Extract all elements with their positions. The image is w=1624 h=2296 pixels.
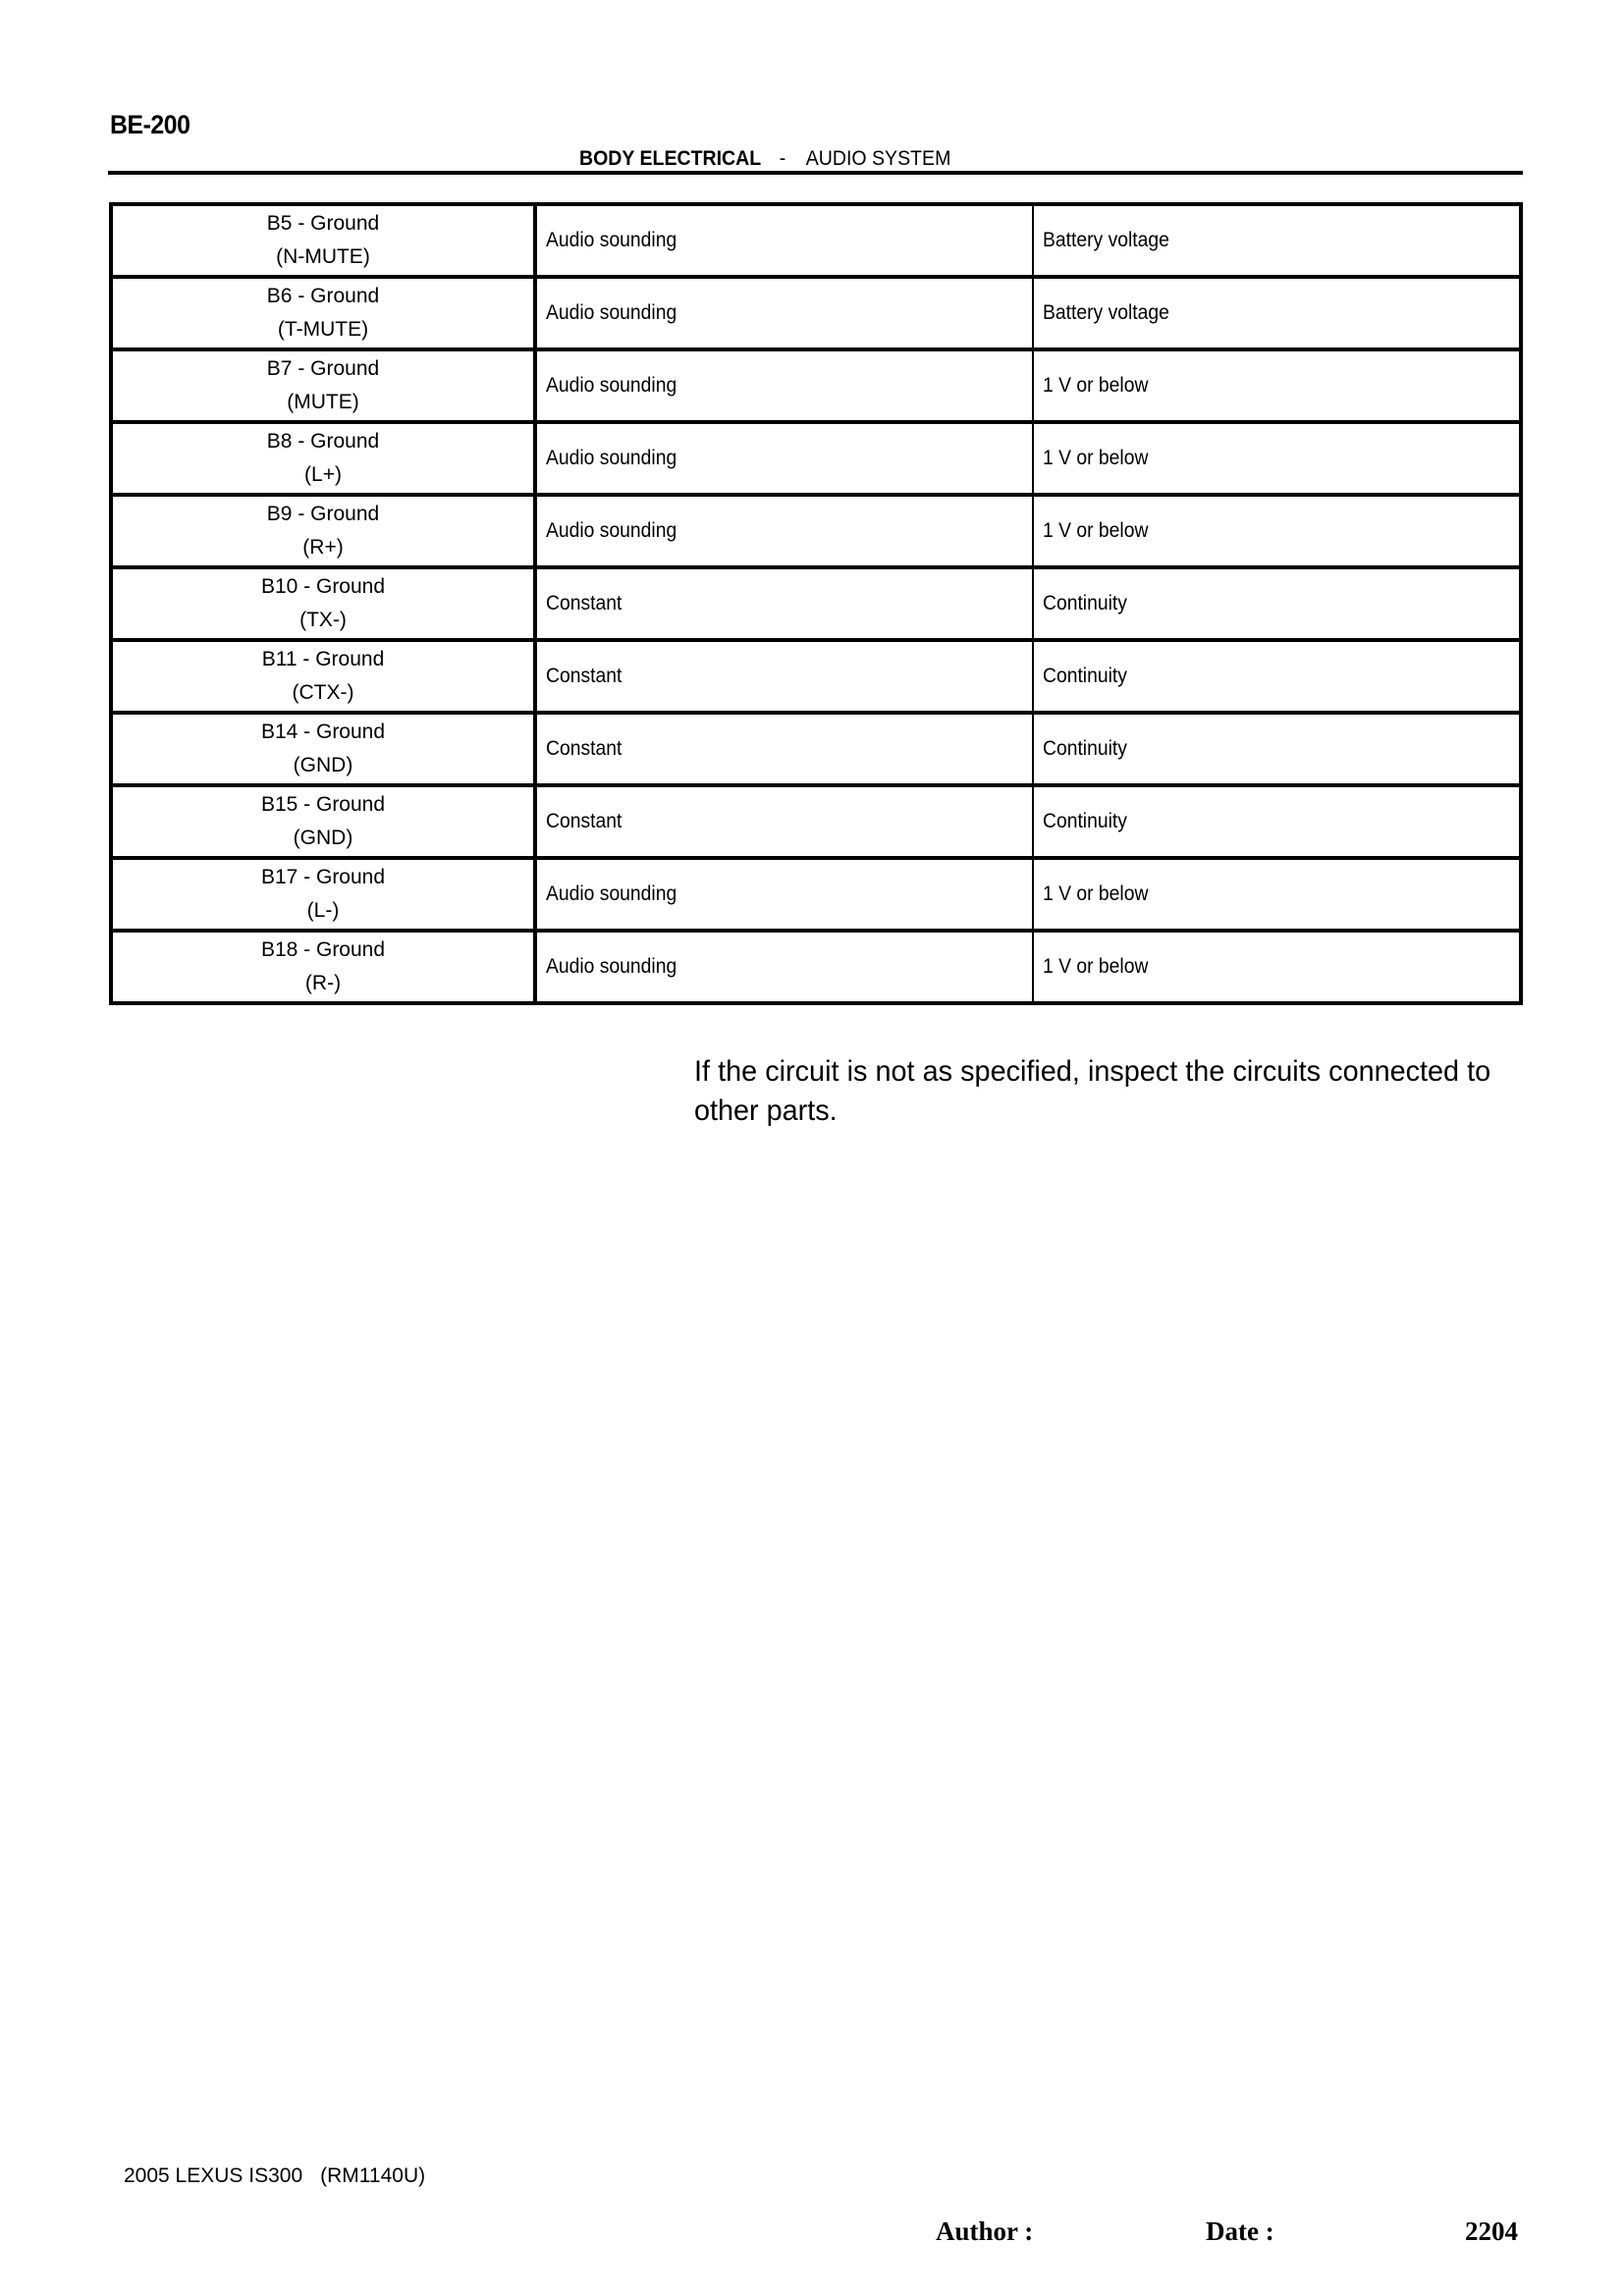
condition-cell bbox=[535, 567, 1033, 640]
specified-cell bbox=[1033, 640, 1521, 713]
signal-label: (GND) bbox=[293, 754, 353, 776]
table-row bbox=[111, 204, 1521, 277]
terminal-label: B9 - Ground bbox=[266, 503, 380, 525]
condition-text: Audio sounding bbox=[546, 519, 677, 542]
signal-label: (T-MUTE) bbox=[277, 318, 369, 341]
signal-label: (N-MUTE) bbox=[276, 245, 370, 268]
specified-condition-text: 1 V or below bbox=[1043, 374, 1149, 397]
table-row bbox=[111, 931, 1521, 1003]
specified-condition-text: Continuity bbox=[1043, 737, 1127, 760]
terminal-label: B15 - Ground bbox=[260, 793, 386, 816]
signal-label: (L-) bbox=[306, 899, 340, 922]
terminal-label: B18 - Ground bbox=[260, 938, 386, 961]
table-row bbox=[111, 277, 1521, 349]
condition-text: Audio sounding bbox=[546, 229, 677, 251]
condition-cell bbox=[535, 422, 1033, 495]
terminal-label: B7 - Ground bbox=[266, 357, 380, 380]
manual-code: (RM1140U) bbox=[320, 2164, 426, 2187]
terminal-cell bbox=[111, 858, 535, 931]
signal-label: (CTX-) bbox=[292, 681, 354, 704]
specified-cell bbox=[1033, 204, 1521, 277]
terminal-cell bbox=[111, 495, 535, 567]
specified-condition-text: 1 V or below bbox=[1043, 519, 1149, 542]
condition-cell bbox=[535, 713, 1033, 785]
condition-cell bbox=[535, 349, 1033, 422]
terminal-cell bbox=[111, 204, 535, 277]
terminal-cell bbox=[111, 422, 535, 495]
condition-text: Constant bbox=[546, 810, 623, 832]
table-row bbox=[111, 495, 1521, 567]
condition-text: Audio sounding bbox=[546, 955, 677, 978]
inspection-note: If the circuit is not as specified, inspect the circuits connected to other parts. bbox=[694, 1055, 1491, 1127]
footer-author-label: Author : bbox=[936, 2216, 1034, 2246]
condition-text: Audio sounding bbox=[546, 301, 677, 324]
terminal-cell bbox=[111, 713, 535, 785]
terminal-label: B5 - Ground bbox=[266, 212, 380, 235]
terminal-label: B11 - Ground bbox=[261, 648, 385, 670]
condition-text: Constant bbox=[546, 592, 623, 614]
specified-condition-text: Battery voltage bbox=[1043, 229, 1169, 251]
section-name: BODY ELECTRICAL bbox=[579, 147, 762, 170]
signal-label: (GND) bbox=[293, 827, 353, 849]
terminal-cell bbox=[111, 349, 535, 422]
specified-cell bbox=[1033, 567, 1521, 640]
condition-cell bbox=[535, 785, 1033, 858]
specified-cell bbox=[1033, 422, 1521, 495]
specified-condition-text: 1 V or below bbox=[1043, 955, 1149, 978]
condition-cell bbox=[535, 495, 1033, 567]
table-row bbox=[111, 349, 1521, 422]
table-row bbox=[111, 640, 1521, 713]
terminal-cell bbox=[111, 785, 535, 858]
specified-cell bbox=[1033, 931, 1521, 1003]
page-code: BE-200 bbox=[110, 110, 190, 139]
footer-model bbox=[124, 2164, 425, 2188]
table-row bbox=[111, 858, 1521, 931]
condition-text: Audio sounding bbox=[546, 882, 677, 905]
vehicle-model: 2005 LEXUS IS300 bbox=[124, 2164, 303, 2187]
terminal-label: B14 - Ground bbox=[260, 721, 386, 743]
specified-condition-text: Battery voltage bbox=[1043, 301, 1169, 324]
condition-cell bbox=[535, 277, 1033, 349]
section-title bbox=[579, 147, 950, 171]
terminal-label: B6 - Ground bbox=[266, 285, 380, 307]
subsection-name: AUDIO SYSTEM bbox=[805, 147, 951, 170]
condition-text: Constant bbox=[546, 737, 623, 760]
condition-cell bbox=[535, 931, 1033, 1003]
specified-cell bbox=[1033, 713, 1521, 785]
signal-label: (TX-) bbox=[299, 609, 347, 631]
condition-text: Audio sounding bbox=[546, 374, 677, 397]
signal-label: (R-) bbox=[304, 972, 342, 994]
signal-label: (MUTE) bbox=[287, 391, 359, 413]
condition-cell bbox=[535, 204, 1033, 277]
condition-cell bbox=[535, 858, 1033, 931]
terminal-cell bbox=[111, 640, 535, 713]
terminal-cell bbox=[111, 277, 535, 349]
header-rule bbox=[108, 171, 1523, 175]
condition-text: Audio sounding bbox=[546, 447, 677, 469]
section-separator: - bbox=[779, 147, 786, 170]
terminal-label: B8 - Ground bbox=[266, 430, 380, 453]
condition-text: Constant bbox=[546, 665, 623, 687]
specified-condition-text: 1 V or below bbox=[1043, 447, 1149, 469]
terminal-cell bbox=[111, 931, 535, 1003]
signal-label: (R+) bbox=[302, 536, 344, 559]
specified-condition-text: Continuity bbox=[1043, 665, 1127, 687]
specified-cell bbox=[1033, 495, 1521, 567]
terminal-spec-table bbox=[109, 202, 1523, 1005]
specified-cell bbox=[1033, 785, 1521, 858]
table-row bbox=[111, 567, 1521, 640]
specified-condition-text: Continuity bbox=[1043, 810, 1127, 832]
specified-condition-text: Continuity bbox=[1043, 592, 1127, 614]
specified-cell bbox=[1033, 858, 1521, 931]
table-row bbox=[111, 785, 1521, 858]
terminal-label: B10 - Ground bbox=[260, 575, 386, 598]
terminal-label: B17 - Ground bbox=[260, 866, 386, 888]
signal-label: (L+) bbox=[304, 463, 342, 486]
specified-cell bbox=[1033, 277, 1521, 349]
footer-page-number: 2204 bbox=[1465, 2216, 1518, 2246]
condition-cell bbox=[535, 640, 1033, 713]
terminal-cell bbox=[111, 567, 535, 640]
table-row bbox=[111, 713, 1521, 785]
specified-cell bbox=[1033, 349, 1521, 422]
specified-condition-text: 1 V or below bbox=[1043, 882, 1149, 905]
table-row bbox=[111, 422, 1521, 495]
footer-date-label: Date : bbox=[1206, 2216, 1274, 2246]
